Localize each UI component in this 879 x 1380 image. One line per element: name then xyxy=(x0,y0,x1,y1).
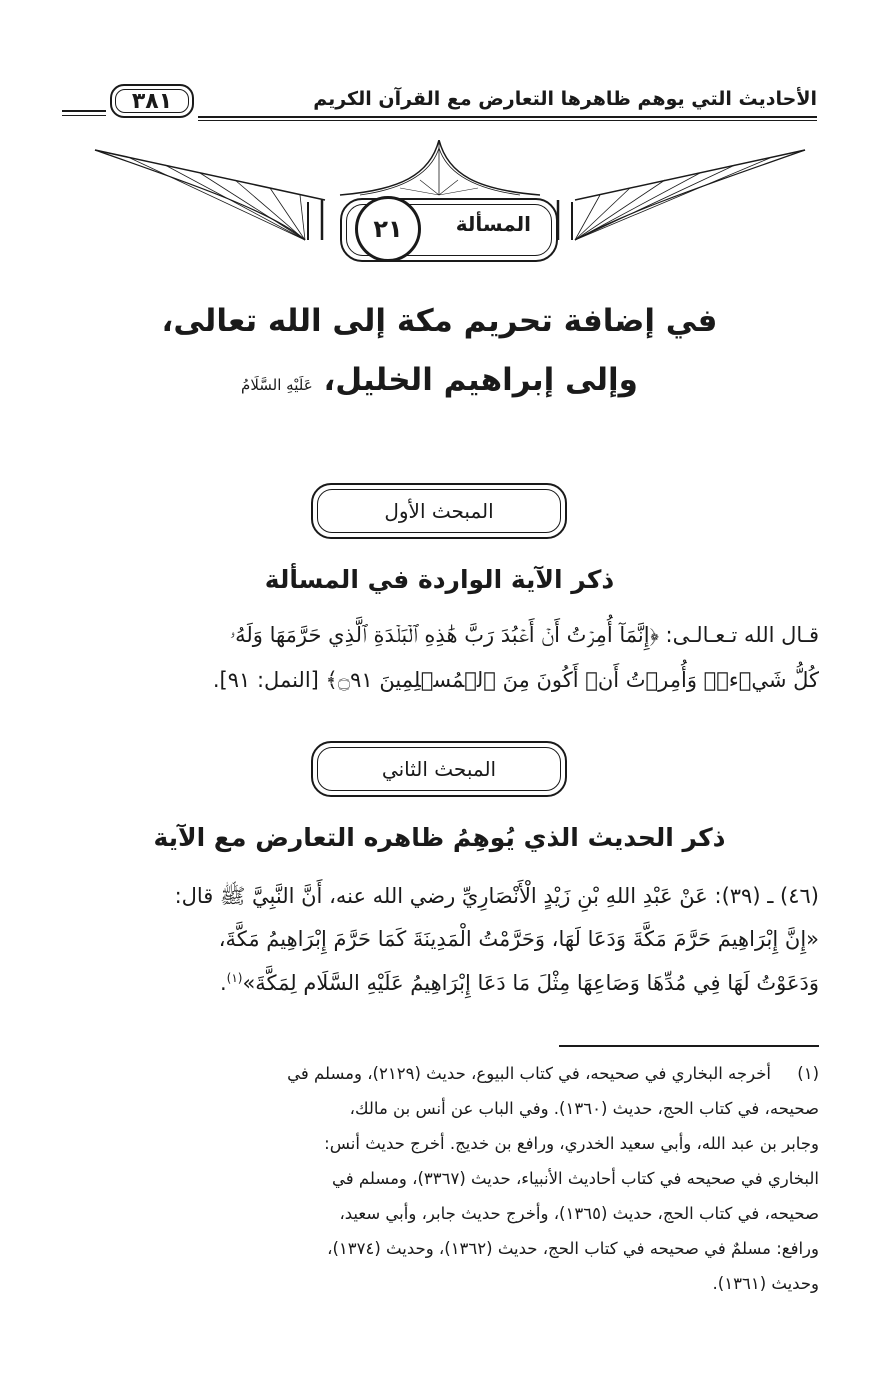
footnote-line: صحيحه، في كتاب الحج، حديث (١٣٦٥)، وأخرج حديث جابر، وأبي سعيد، xyxy=(339,1204,819,1223)
hadith-line: «إِنَّ إِبْرَاهِيمَ حَرَّمَ مَكَّةَ وَدَعَا لَهَا، وَحَرَّمْتُ الْمَدِينَةَ كَمَا حَرَّمَ إِبْرَاهِيمُ مَكَّةَ، xyxy=(218,927,819,951)
page-title-line1: في إضافة تحريم مكة إلى الله تعالى، xyxy=(161,303,718,339)
footnote-line: وحديث (١٣٦١). xyxy=(712,1274,819,1293)
page-title-line2 xyxy=(0,362,879,398)
section2-label-text: المبحث الثاني xyxy=(381,757,497,781)
header-rule-left-secondary xyxy=(62,115,106,116)
section2-label xyxy=(311,741,567,797)
footnote-line: ورافع: مسلمٌ في صحيحه في كتاب الحج، حديث (١٣٦٢)، وحديث (١٣٧٤)، xyxy=(327,1239,819,1258)
page-number: ٣٨١ xyxy=(110,84,194,118)
section1-label-text: المبحث الأول xyxy=(384,499,494,523)
verse-line: كُلُّ شَيۡءٖۖ وَأُمِرۡتُ أَنۡ أَكُونَ مِنَ ٱلۡمُسۡلِمِينَ ۝٩١﴾ [النمل: ٩١]. xyxy=(212,668,819,692)
footnote-marker: (١) xyxy=(797,1064,819,1083)
section1-label xyxy=(311,483,567,539)
section2-heading: ذكر الحديث الذي يُوهِمُ ظاهره التعارض مع الآية xyxy=(153,823,726,852)
hadith-line: وَدَعَوْتُ لَهَا فِي مُدِّهَا وَصَاعِهَا مِثْلَ مَا دَعَا إِبْرَاهِيمُ عَلَيْهِ السَّلَام لِمَكَّةَ»$^{(١)}$. xyxy=(219,971,819,995)
honorific-glyph: عَلَيْهِ السَّلَامُ xyxy=(241,376,313,394)
page-title-line2-text: وإلى إبراهيم الخليل، xyxy=(323,362,638,398)
hadith-line: (٤٦) ـ (٣٩): عَنْ عَبْدِ اللهِ بْنِ زَيْدٍ الْأَنْصَارِيِّ رضي الله عنه، أَنَّ النَّبِيَّ ﷺ قال: xyxy=(174,884,819,908)
footnote-line: وجابر بن عبد الله، وأبي سعيد الخدري، ورافع بن خديج. أخرج حديث أنس: xyxy=(324,1134,819,1153)
running-title: الأحاديث التي يوهم ظاهرها التعارض مع القرآن الكريم xyxy=(313,88,817,110)
header-rule-secondary xyxy=(198,120,817,121)
footnote-separator xyxy=(559,1045,819,1047)
footnote-line: أخرجه البخاري في صحيحه، في كتاب البيوع، حديث (٢١٢٩)، ومسلم في xyxy=(287,1064,771,1083)
footnote-reference: (١) xyxy=(226,971,243,985)
header-rule-left xyxy=(62,110,106,112)
masalah-label: المسألة xyxy=(455,212,531,236)
footnote-line: صحيحه، في كتاب الحج، حديث (١٣٦٠). وفي الباب عن أنس بن مالك، xyxy=(349,1099,819,1118)
section1-heading: ذكر الآية الواردة في المسألة xyxy=(264,565,615,594)
footnote-line: البخاري في صحيحه في كتاب أحاديث الأنبياء، حديث (٣٣٦٧)، ومسلم في xyxy=(332,1169,819,1188)
verse-line: قـال الله تـعـالـى: ﴿إِنَّمَآ أُمِرۡتُ أَنۡ أَعۡبُدَ رَبَّ هَٰذِهِ ٱلۡبَلۡدَةِ ٱلَّذِي حَرَّمَهَا وَلَهُۥ xyxy=(229,623,819,647)
masalah-number: ٢١ xyxy=(355,196,421,262)
header-rule xyxy=(198,116,817,118)
hadith-line-text: وَدَعَوْتُ لَهَا فِي مُدِّهَا وَصَاعِهَا مِثْلَ مَا دَعَا إِبْرَاهِيمُ عَلَيْهِ السَّلَام لِمَكَّةَ» xyxy=(242,971,819,995)
